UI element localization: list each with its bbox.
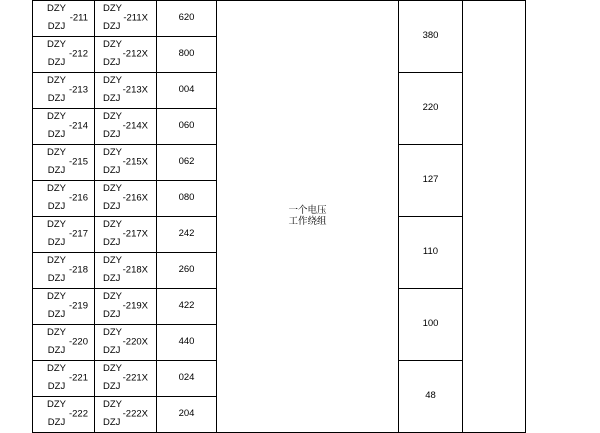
- model-number: -220: [68, 336, 88, 348]
- code-cell: 260: [157, 253, 217, 289]
- model-bottom-text: DZJ: [47, 93, 66, 105]
- model-x-cell: [95, 253, 157, 289]
- model-x-top-text: DZY: [103, 399, 122, 410]
- code-cell: 242: [157, 217, 217, 253]
- model-x-bottom-text: DZJ: [103, 309, 121, 321]
- model-x-bottom-text: DZJ: [103, 345, 121, 357]
- model-number: -212: [68, 48, 88, 60]
- model-x-number: -213X: [122, 84, 148, 96]
- model-cell: [33, 73, 95, 109]
- model-x-number: -222X: [122, 408, 148, 420]
- code-cell: 422: [157, 289, 217, 325]
- model-x-number: -217X: [122, 228, 148, 240]
- model-x-bottom-text: DZJ: [103, 237, 121, 249]
- model-x-bottom-text: DZJ: [103, 417, 121, 429]
- model-cell: [33, 145, 95, 181]
- model-x-cell: [95, 73, 157, 109]
- model-x-bottom-text: DZJ: [103, 201, 121, 213]
- specification-table: [32, 0, 526, 433]
- model-x-cell: [95, 37, 157, 73]
- model-x-top-text: DZY: [103, 363, 122, 374]
- model-x-number: -221X: [122, 372, 148, 384]
- model-x-top-text: DZY: [103, 39, 122, 50]
- model-x-bottom-text: DZJ: [103, 93, 121, 105]
- model-x-cell: [95, 325, 157, 361]
- model-x-number: -220X: [122, 336, 148, 348]
- model-top-text: DZY: [47, 291, 66, 302]
- model-x-top-text: DZY: [103, 183, 122, 194]
- model-x-cell: [95, 109, 157, 145]
- model-x-top-text: DZY: [103, 219, 122, 230]
- model-x-cell: [95, 289, 157, 325]
- model-number: -213: [68, 84, 88, 96]
- model-x-number: -212X: [122, 48, 148, 60]
- model-x-cell: [95, 361, 157, 397]
- table-row: [33, 1, 526, 37]
- model-top-text: DZY: [47, 219, 66, 230]
- model-number: -211: [69, 12, 88, 24]
- model-cell: [33, 37, 95, 73]
- model-number: -217: [68, 228, 88, 240]
- model-bottom-text: DZJ: [47, 345, 66, 357]
- extra-blank-cell: [463, 1, 526, 433]
- model-number: -215: [68, 156, 88, 168]
- model-x-top-text: DZY: [103, 327, 122, 338]
- model-number: -216: [68, 192, 88, 204]
- model-bottom-text: DZJ: [47, 273, 66, 285]
- model-x-top-text: DZY: [103, 147, 122, 158]
- table-body: [33, 1, 526, 433]
- code-cell: 080: [157, 181, 217, 217]
- model-cell: [33, 217, 95, 253]
- model-x-top-text: DZY: [103, 255, 122, 266]
- model-x-top-text: DZY: [103, 111, 122, 122]
- model-number: -221: [68, 372, 88, 384]
- model-top-text: DZY: [47, 183, 66, 194]
- code-cell: 062: [157, 145, 217, 181]
- model-x-top-text: DZY: [103, 75, 122, 86]
- model-x-bottom-text: DZJ: [103, 57, 121, 69]
- model-x-number: -218X: [122, 264, 148, 276]
- model-cell: [33, 109, 95, 145]
- code-cell: 620: [157, 1, 217, 37]
- model-top-text: DZY: [47, 255, 66, 266]
- model-x-bottom-text: DZJ: [103, 165, 121, 177]
- model-cell: [33, 325, 95, 361]
- voltage-cell: 48: [399, 361, 463, 433]
- voltage-cell: 380: [399, 1, 463, 73]
- model-cell: [33, 289, 95, 325]
- code-cell: 204: [157, 397, 217, 433]
- model-x-top-text: DZY: [103, 3, 122, 14]
- voltage-cell: 110: [399, 217, 463, 289]
- model-top-text: DZY: [47, 111, 66, 122]
- model-x-cell: [95, 145, 157, 181]
- model-bottom-text: DZJ: [47, 129, 66, 141]
- model-top-text: DZY: [47, 39, 66, 50]
- model-bottom-text: DZJ: [47, 309, 66, 321]
- code-cell: 060: [157, 109, 217, 145]
- model-x-cell: [95, 1, 157, 37]
- model-x-bottom-text: DZJ: [103, 273, 121, 285]
- model-cell: [33, 361, 95, 397]
- model-x-cell: [95, 181, 157, 217]
- model-x-number: -219X: [122, 300, 148, 312]
- model-number: -219: [68, 300, 88, 312]
- model-cell: [33, 253, 95, 289]
- model-cell: [33, 181, 95, 217]
- code-cell: 440: [157, 325, 217, 361]
- model-top-text: DZY: [47, 3, 66, 14]
- model-bottom-text: DZJ: [47, 417, 66, 429]
- model-top-text: DZY: [47, 75, 66, 86]
- model-bottom-text: DZJ: [47, 381, 66, 393]
- model-x-cell: [95, 397, 157, 433]
- model-x-number: -216X: [122, 192, 148, 204]
- model-top-text: DZY: [47, 399, 66, 410]
- model-x-bottom-text: DZJ: [103, 381, 121, 393]
- model-x-bottom-text: DZJ: [103, 21, 121, 33]
- model-bottom-text: DZJ: [47, 201, 66, 213]
- winding-label-cell: [217, 1, 399, 433]
- model-number: -218: [68, 264, 88, 276]
- voltage-cell: 127: [399, 145, 463, 217]
- voltage-cell: 100: [399, 289, 463, 361]
- model-cell: [33, 397, 95, 433]
- model-bottom-text: DZJ: [47, 57, 66, 69]
- model-bottom-text: DZJ: [47, 21, 66, 33]
- model-x-number: -215X: [122, 156, 148, 168]
- model-top-text: DZY: [47, 363, 66, 374]
- model-top-text: DZY: [47, 147, 66, 158]
- model-x-number: -214X: [122, 120, 148, 132]
- model-number: -222: [68, 408, 88, 420]
- code-cell: 004: [157, 73, 217, 109]
- model-x-top-text: DZY: [103, 291, 122, 302]
- model-x-cell: [95, 217, 157, 253]
- winding-label-line2: 工作绕组: [288, 215, 327, 227]
- voltage-cell: 220: [399, 73, 463, 145]
- model-x-number: -211X: [123, 12, 148, 24]
- model-cell: [33, 1, 95, 37]
- winding-label-line1: 一个电压: [288, 204, 327, 216]
- model-x-bottom-text: DZJ: [103, 129, 121, 141]
- model-top-text: DZY: [47, 327, 66, 338]
- model-bottom-text: DZJ: [47, 237, 66, 249]
- code-cell: 800: [157, 37, 217, 73]
- model-bottom-text: DZJ: [47, 165, 66, 177]
- model-number: -214: [68, 120, 88, 132]
- code-cell: 024: [157, 361, 217, 397]
